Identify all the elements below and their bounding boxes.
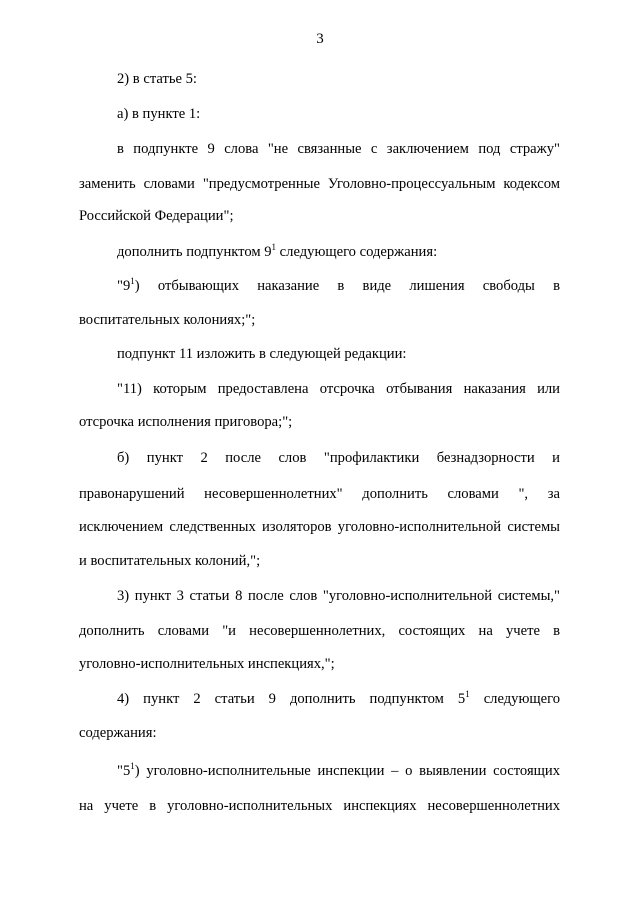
paragraph-line: а) в пункте 1: (117, 106, 201, 122)
text-fragment: дополнить подпунктом 9 (117, 244, 272, 260)
paragraph-line: на учете в уголовно-исполнительных инспекциях несовершеннолетних (79, 798, 560, 814)
paragraph-line (117, 762, 560, 780)
text-fragment: "5 (117, 763, 131, 779)
superscript: 1 (465, 689, 470, 699)
paragraph-line (117, 690, 560, 708)
text-fragment: следующего содержания: (276, 244, 438, 260)
paragraph-line: 3) пункт 3 статьи 8 после слов "уголовно-исполнительной системы," (117, 588, 560, 604)
paragraph-line: заменить словами "предусмотренные Уголовно-процессуальным кодексом (79, 176, 560, 192)
superscript: 1 (130, 276, 135, 286)
paragraph-line: правонарушений несовершеннолетних" дополнить словами ", за (79, 486, 560, 502)
text-fragment: ) отбывающих наказание в виде лишения свободы в (134, 278, 560, 294)
paragraph-line (117, 277, 560, 295)
paragraph-line: воспитательных колониях;"; (79, 312, 256, 328)
paragraph-line: 2) в статье 5: (117, 71, 197, 87)
text-fragment: ) уголовно-исполнительные инспекции – о выявлении состоящих (134, 763, 560, 779)
paragraph-line: "11) которым предоставлена отсрочка отбывания наказания или (117, 381, 560, 397)
paragraph-line: дополнить словами "и несовершеннолетних, состоящих на учете в (79, 623, 560, 639)
superscript: 1 (130, 761, 135, 771)
paragraph-line: подпункт 11 изложить в следующей редакции: (117, 346, 407, 362)
text-fragment: следующего (469, 691, 560, 707)
text-fragment: 4) пункт 2 статьи 9 дополнить подпунктом 5 (117, 691, 466, 707)
paragraph-line: в подпункте 9 слова "не связанные с заключением под стражу" (117, 141, 560, 157)
superscript: 1 (271, 242, 277, 252)
page-number: 3 (316, 31, 324, 47)
paragraph-line (117, 243, 437, 261)
paragraph-line: содержания: (79, 725, 157, 741)
text-fragment: "9 (117, 278, 131, 294)
paragraph-line: Российской Федерации"; (79, 208, 234, 224)
paragraph-line: отсрочка исполнения приговора;"; (79, 414, 293, 430)
paragraph-line: уголовно-исполнительных инспекциях,"; (79, 656, 335, 672)
paragraph-line: и воспитательных колоний,"; (79, 553, 261, 569)
paragraph-line: б) пункт 2 после слов "профилактики безнадзорности и (117, 450, 560, 466)
paragraph-line: исключением следственных изоляторов уголовно-исполнительной системы (79, 519, 560, 535)
